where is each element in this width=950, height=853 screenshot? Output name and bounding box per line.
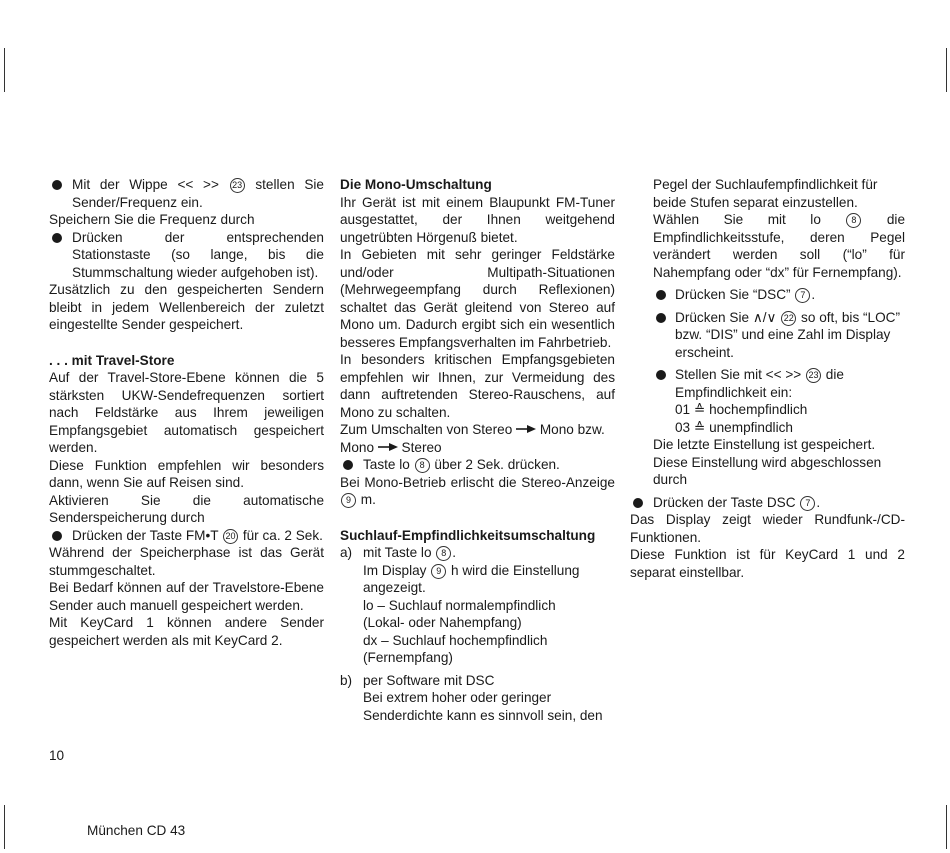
list-label: a) — [340, 545, 353, 560]
footer-title: München CD 43 — [87, 823, 186, 838]
text: über 2 Sek. drücken. — [430, 457, 560, 472]
bullet-item — [49, 176, 324, 211]
text: Bei extrem hoher oder geringer Senderdichte kann es sinnvoll sein, den — [363, 690, 603, 723]
text: Stellen Sie mit << >> — [675, 367, 805, 382]
paragraph: Während der Speicherphase ist das Gerät stummgeschaltet. — [49, 545, 324, 578]
text: die Empfindlichkeit ein: — [675, 367, 844, 400]
text: Im Display — [363, 562, 431, 578]
control-number-badge: 7 — [800, 496, 815, 511]
text-column-1 — [49, 176, 324, 649]
paragraph: Die letzte Einstellung ist gespeichert. — [653, 437, 876, 452]
section-heading: Suchlauf-Empfindlichkeitsumschaltung — [340, 527, 596, 543]
crop-mark-top-right — [946, 48, 947, 92]
text: . — [452, 545, 457, 560]
paragraph: Zusätzlich zu den gespeicherten Sendern bleibt in jedem Wellenbereich der zuletzt eingestellte Sender gespeichert. — [49, 282, 324, 332]
bullet-item — [630, 286, 905, 304]
control-number-badge: 7 — [795, 288, 810, 303]
text: Stereo — [397, 439, 442, 455]
control-number-badge: 23 — [806, 368, 821, 383]
bullet-icon — [656, 370, 666, 380]
text: Mono bzw. — [536, 422, 605, 437]
list-item — [340, 672, 615, 725]
text: Drücken der entsprechenden Stationstaste (so lange, bis die Stummschaltung wieder aufgehoben ist). — [72, 229, 324, 280]
paragraph — [630, 211, 905, 281]
text: m. — [357, 492, 376, 507]
paragraph: In Gebieten mit sehr geringer Feldstärke und/oder Multipath-Situationen (Mehrwegeempfang durch Reflexionen) schaltet das Gerät gleitend von Stereo auf Mono um. Dadurch ergibt sich ein wesentlich besseres Empfangsverhalten im Fahrbetrieb. — [340, 247, 615, 350]
paragraph: Mit KeyCard 1 können andere Sender gespeichert werden als mit KeyCard 2. — [49, 615, 324, 648]
bullet-icon — [656, 290, 666, 300]
crop-mark-top-left — [4, 48, 5, 92]
bullet-icon — [656, 313, 666, 323]
text: stellen Sie Sender/Frequenz ein. — [72, 177, 324, 210]
list-item — [340, 544, 615, 667]
paragraph: Ihr Gerät ist mit einem Blaupunkt FM-Tuner ausgestattet, der Ihnen weitgehend ungetrübten Hörgenuß bietet. — [340, 194, 615, 245]
control-number-badge: 20 — [223, 529, 238, 544]
text: Mit der Wippe << >> — [72, 177, 229, 192]
paragraph — [340, 474, 615, 509]
bullet-item — [630, 494, 905, 512]
paragraph: Pegel der Suchlaufempfindlichkeit für beide Stufen separat einzustellen. — [653, 177, 878, 210]
bullet-item — [630, 366, 905, 436]
text: . — [811, 287, 816, 302]
paragraph: Speichern Sie die Frequenz durch — [49, 212, 255, 227]
crop-mark-bottom-right — [946, 805, 947, 849]
text: . — [816, 494, 821, 510]
bullet-icon — [52, 531, 62, 541]
text-column-2 — [340, 176, 615, 724]
text: 03 ≙ unempfindlich — [675, 419, 793, 435]
paragraph: Das Display zeigt wieder Rundfunk-/CD-Funktionen. — [630, 512, 905, 545]
text: (Fernempfang) — [363, 650, 453, 665]
control-number-badge: 23 — [230, 178, 245, 193]
control-number-badge: 9 — [341, 493, 356, 508]
paragraph: Diese Einstellung wird abgeschlossen durch — [653, 454, 882, 487]
crop-mark-bottom-left — [4, 805, 5, 849]
bullet-icon — [52, 233, 62, 243]
bullet-icon — [633, 498, 643, 508]
text: Drücken der Taste DSC — [653, 494, 800, 510]
text-column-3 — [630, 176, 905, 581]
section-heading: Die Mono-Umschaltung — [340, 177, 492, 192]
control-number-badge: 22 — [781, 311, 796, 326]
paragraph: Diese Funktion ist für KeyCard 1 und 2 separat einstellbar. — [630, 547, 905, 580]
paragraph: Diese Funktion empfehlen wir besonders dann, wenn Sie auf Reisen sind. — [49, 457, 324, 490]
text: Drücken Sie ∧/∨ — [675, 309, 781, 325]
text: mit Taste lo — [363, 545, 436, 560]
section-heading: . . . mit Travel-Store — [49, 352, 175, 368]
bullet-icon — [52, 180, 62, 190]
text: Drücken der Taste FM•T — [72, 527, 223, 543]
text: für ca. 2 Sek. — [239, 527, 323, 543]
text: Wählen Sie mit lo — [653, 212, 846, 227]
list-label: b) — [340, 672, 353, 688]
text: Bei Mono-Betrieb erlischt die Stereo-Anzeige — [340, 474, 615, 490]
text: die Empfindlichkeitsstufe, deren Pegel verändert werden soll (“lo” für Nahempfang oder “dx” für Fernempfang). — [653, 212, 905, 280]
paragraph: Auf der Travel-Store-Ebene können die 5 stärksten UKW-Sendefrequenzen sortiert nach Feldstärke aus Ihrem jeweiligen Empfangsgebiet automatisch gespeichert werden. — [49, 370, 324, 455]
text: per Software mit DSC — [363, 672, 495, 688]
bullet-item — [340, 456, 615, 474]
arrow-right-icon — [378, 443, 398, 451]
control-number-badge: 9 — [431, 564, 446, 579]
paragraph: In besonders kritischen Empfangsgebieten empfehlen wir Ihnen, zur Vermeidung des dann auftretenden Stereo-Rauschens, auf Mono zu schalten. — [340, 352, 615, 420]
text: 01 ≙ hochempfindlich — [675, 402, 808, 417]
text: h wird die Einstellung angezeigt. — [363, 562, 580, 595]
arrow-right-icon — [516, 425, 536, 433]
bullet-item — [49, 229, 324, 282]
page-number: 10 — [49, 748, 65, 763]
text: so oft, bis “LOC” bzw. “DIS” und eine Zahl im Display erscheint. — [675, 309, 901, 360]
text: (Lokal- oder Nahempfang) — [363, 615, 522, 630]
paragraph: Aktivieren Sie die automatische Senderspeicherung durch — [49, 492, 324, 525]
text: dx – Suchlauf hochempfindlich — [363, 632, 548, 648]
text: Mono — [340, 439, 378, 455]
bullet-item — [49, 527, 324, 545]
bullet-icon — [343, 460, 353, 470]
control-number-badge: 8 — [415, 458, 430, 473]
text: Drücken Sie “DSC” — [675, 287, 795, 302]
bullet-item — [630, 309, 905, 362]
text: Zum Umschalten von Stereo — [340, 422, 517, 437]
control-number-badge: 8 — [436, 546, 451, 561]
paragraph — [340, 421, 615, 456]
text: lo – Suchlauf normalempfindlich — [363, 597, 556, 613]
paragraph: Bei Bedarf können auf der Travelstore-Ebene Sender auch manuell gespeichert werden. — [49, 580, 324, 613]
control-number-badge: 8 — [846, 213, 861, 228]
text: Taste lo — [363, 457, 414, 472]
